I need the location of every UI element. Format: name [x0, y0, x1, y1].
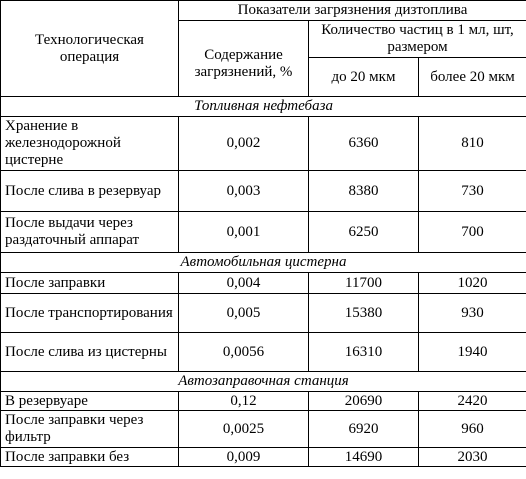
content-cell: 0,009	[179, 448, 309, 467]
section-title: Автозаправочная станция	[1, 372, 526, 392]
table-row	[1, 333, 526, 372]
operation-cell: После заправки	[1, 273, 179, 294]
table-row	[1, 294, 526, 333]
table-row	[1, 392, 526, 411]
header-over20: более 20 мкм	[419, 58, 526, 97]
small-particles-cell: 11700	[309, 273, 419, 294]
operation-cell: После слива из цистерны	[1, 333, 179, 372]
header-content: Содержание загрязнений, %	[179, 21, 309, 97]
header-particles: Количество частиц в 1 мл, шт, размером	[309, 21, 526, 58]
large-particles-cell: 1940	[419, 333, 526, 372]
content-cell: 0,0025	[179, 411, 309, 448]
small-particles-cell: 6920	[309, 411, 419, 448]
small-particles-cell: 15380	[309, 294, 419, 333]
small-particles-cell: 6360	[309, 117, 419, 171]
table-row	[1, 171, 526, 212]
operation-cell: После выдачи через раздаточный аппарат	[1, 212, 179, 253]
table-row	[1, 448, 526, 467]
operation-cell: После транспортирования	[1, 294, 179, 333]
header-indicators: Показатели загрязнения дизтоплива	[179, 1, 526, 21]
small-particles-cell: 16310	[309, 333, 419, 372]
content-cell: 0,0056	[179, 333, 309, 372]
header-operation: Технологическая операция	[1, 1, 179, 97]
table-row	[1, 411, 526, 448]
small-particles-cell: 6250	[309, 212, 419, 253]
content-cell: 0,12	[179, 392, 309, 411]
large-particles-cell: 2030	[419, 448, 526, 467]
large-particles-cell: 2420	[419, 392, 526, 411]
large-particles-cell: 810	[419, 117, 526, 171]
large-particles-cell: 730	[419, 171, 526, 212]
table-row	[1, 273, 526, 294]
large-particles-cell: 930	[419, 294, 526, 333]
section-title: Топливная нефтебаза	[1, 97, 526, 117]
small-particles-cell: 14690	[309, 448, 419, 467]
large-particles-cell: 700	[419, 212, 526, 253]
large-particles-cell: 960	[419, 411, 526, 448]
operation-cell: После заправки через фильтр	[1, 411, 179, 448]
content-cell: 0,003	[179, 171, 309, 212]
header-upto20: до 20 мкм	[309, 58, 419, 97]
small-particles-cell: 8380	[309, 171, 419, 212]
operation-cell: Хранение в железнодорожной цистерне	[1, 117, 179, 171]
table-row	[1, 212, 526, 253]
operation-cell: В резервуаре	[1, 392, 179, 411]
operation-cell: После слива в резервуар	[1, 171, 179, 212]
small-particles-cell: 20690	[309, 392, 419, 411]
operation-cell: После заправки без	[1, 448, 179, 467]
content-cell: 0,005	[179, 294, 309, 333]
content-cell: 0,004	[179, 273, 309, 294]
large-particles-cell: 1020	[419, 273, 526, 294]
section-title: Автомобильная цистерна	[1, 253, 526, 273]
content-cell: 0,002	[179, 117, 309, 171]
content-cell: 0,001	[179, 212, 309, 253]
table-row	[1, 117, 526, 171]
